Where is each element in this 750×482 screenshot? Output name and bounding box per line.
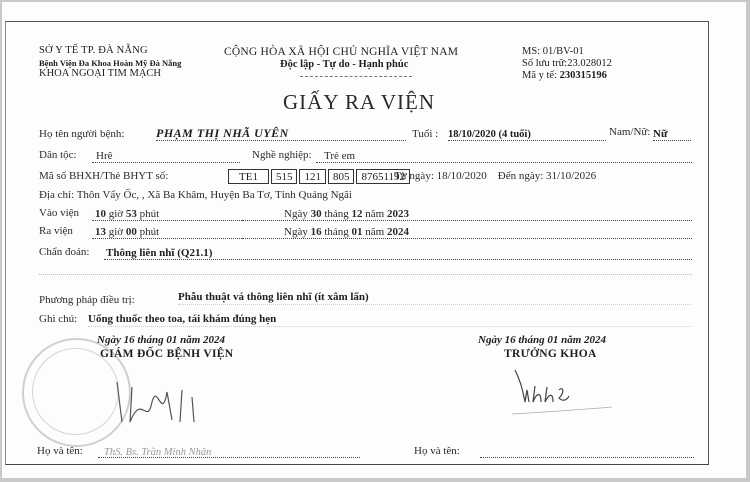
insurance-number-boxes: [228, 169, 412, 184]
hospital-name: Bệnh Viện Đa Khoa Hoàn Mỹ Đà Nẵng: [39, 58, 182, 68]
insurance-from-label: Từ ngày:: [394, 170, 434, 182]
head-sign-date: Ngày 16 tháng 01 năm 2024: [478, 334, 607, 346]
department-name: KHOA NGOẠI TIM MẠCH: [39, 68, 162, 79]
discharge-time-field: [92, 222, 242, 239]
address-row: [39, 189, 352, 201]
address-value: Thôn Vẩy Ốc, , Xã Ba Khâm, Huyện Ba Tơ, Tỉnh Quảng Ngãi: [76, 189, 352, 201]
year-label: năm: [365, 226, 385, 238]
insurance-box: 515: [271, 169, 298, 184]
day-label: Ngày: [284, 208, 308, 220]
discharge-hour: 13: [95, 226, 106, 238]
age-field: [448, 124, 606, 141]
treatment-label: Phương pháp điều trị:: [39, 294, 135, 306]
diagnosis-label: Chẩn đoán:: [39, 246, 90, 258]
admission-minute: 53: [125, 208, 137, 220]
director-title: GIÁM ĐỐC BỆNH VIỆN: [100, 348, 234, 360]
ethnicity-label: Dân tộc:: [39, 149, 77, 161]
discharge-year: 2024: [386, 226, 409, 238]
motto-divider: [300, 76, 412, 77]
head-name-field: [480, 442, 694, 458]
notes-value: Uống thuốc theo toa, tái khám đúng hẹn: [88, 313, 277, 325]
insurance-box: 87651192: [356, 169, 410, 184]
national-motto: Độc lập - Tự do - Hạnh phúc: [280, 59, 409, 70]
admission-date-field: [242, 204, 692, 221]
head-signature: [507, 362, 617, 422]
head-title: TRƯỞNG KHOA: [504, 348, 597, 360]
discharge-label: Ra viện: [39, 225, 73, 237]
hour-unit: giờ: [108, 226, 124, 238]
admission-label: Vào viện: [39, 207, 80, 219]
month-label: tháng: [324, 226, 349, 238]
gender-label: Nam/Nữ:: [609, 126, 651, 138]
address-label: Địa chỉ:: [39, 189, 75, 201]
discharge-day: 16: [310, 226, 322, 238]
ethnicity-value: Hrê: [96, 150, 113, 162]
department-of-health: SỞ Y TẾ TP. ĐÀ NẴNG: [39, 45, 148, 56]
admission-day: 30: [310, 208, 322, 220]
month-label: tháng: [324, 208, 349, 220]
day-label: Ngày: [284, 226, 308, 238]
insurance-box: TE1: [228, 169, 269, 184]
admission-hour: 10: [95, 208, 106, 220]
notes-label: Ghi chú:: [39, 313, 78, 325]
patient-name-label: Họ tên người bệnh:: [39, 128, 125, 140]
insurance-to-label: Đến ngày:: [497, 170, 544, 182]
insurance-validity: [394, 170, 596, 182]
diagnosis-value: Thông liên nhĩ (Q21.1): [106, 247, 213, 259]
admission-time-field: [92, 204, 242, 221]
notes-line: [88, 326, 692, 327]
archive-number: Số lưu trữ:23.028012: [522, 58, 612, 69]
director-signature: [102, 372, 212, 432]
occupation-field: [316, 146, 692, 163]
director-name-field: [98, 442, 360, 458]
diagnosis-field: [104, 243, 692, 260]
insurance-box: 805: [328, 169, 355, 184]
director-sign-date: Ngày 16 tháng 01 năm 2024: [97, 334, 226, 346]
insurance-box: 121: [299, 169, 326, 184]
national-title: CỘNG HÒA XÃ HỘI CHỦ NGHĨA VIỆT NAM: [224, 46, 459, 58]
gender-field: [653, 124, 691, 141]
occupation-label: Nghề nghiệp:: [252, 149, 312, 161]
discharge-minute: 00: [125, 226, 137, 238]
treatment-line: [178, 304, 692, 305]
insurance-from-value: 18/10/2020: [436, 170, 487, 182]
medical-id-value: 230315196: [559, 70, 607, 81]
head-name-label: Họ và tên:: [414, 445, 460, 457]
medical-id: [522, 70, 607, 81]
age-value: 18/10/2020 (4 tuổi): [448, 129, 531, 140]
gender-value: Nữ: [653, 128, 668, 140]
patient-name-field: [156, 124, 406, 141]
treatment-value: Phẫu thuật vá thông liên nhĩ (ít xâm lấn): [178, 291, 369, 303]
medical-id-label: Mã y tế:: [522, 70, 557, 81]
insurance-label: Mã số BHXH/Thẻ BHYT số:: [39, 170, 169, 182]
document-title: GIẤY RA VIỆN: [283, 90, 435, 114]
admission-month: 12: [351, 208, 363, 220]
document-page: [2, 2, 746, 478]
year-label: năm: [365, 208, 385, 220]
minute-unit: phút: [139, 226, 160, 238]
form-code: MS: 01/BV-01: [522, 46, 584, 57]
discharge-month: 01: [351, 226, 363, 238]
director-name-value: ThS. Bs. Trần Minh Nhân: [104, 447, 212, 458]
hour-unit: giờ: [108, 208, 124, 220]
admission-year: 2023: [386, 208, 409, 220]
patient-name-value: PHẠM THỊ NHÃ UYÊN: [156, 126, 289, 140]
occupation-value: Trẻ em: [324, 150, 356, 162]
insurance-to-value: 31/10/2026: [546, 170, 597, 182]
discharge-date-field: [242, 222, 692, 239]
ethnicity-field: [92, 146, 240, 163]
age-label: Tuổi :: [412, 128, 439, 140]
blank-line: [39, 274, 692, 275]
minute-unit: phút: [139, 208, 160, 220]
director-name-label: Họ và tên:: [37, 445, 83, 457]
